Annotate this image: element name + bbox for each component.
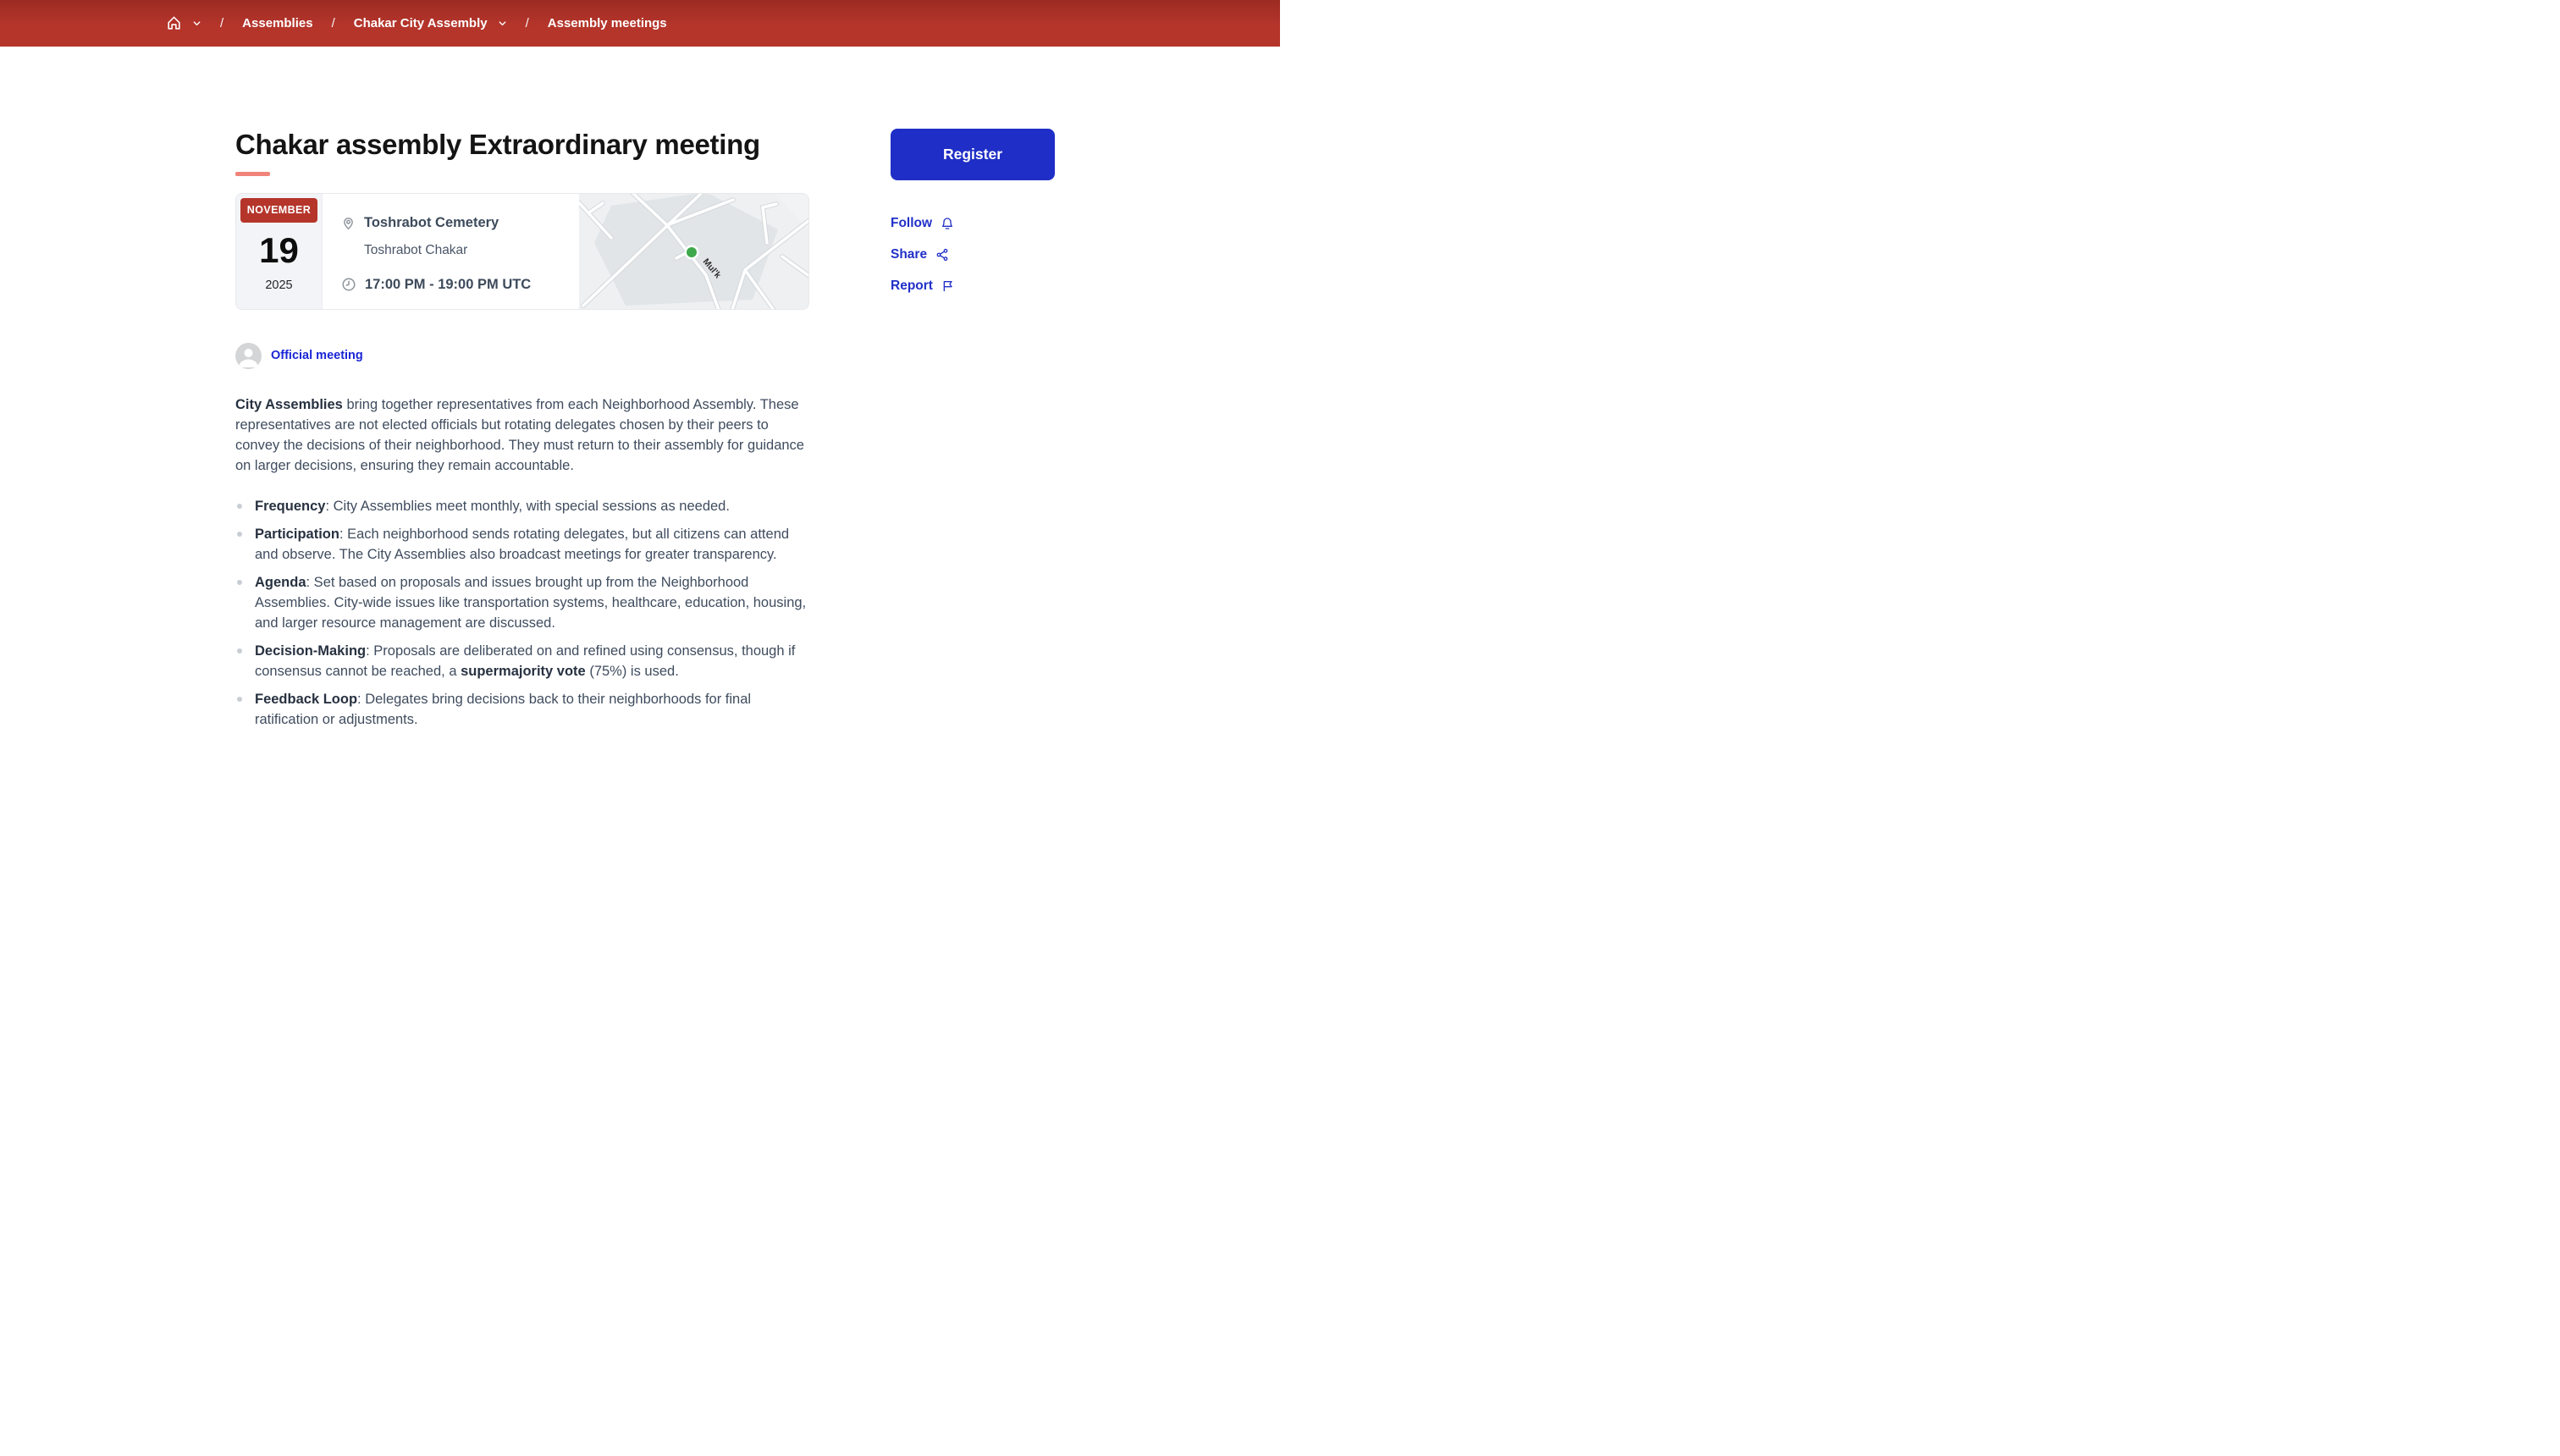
title-accent-bar (235, 172, 270, 176)
event-date-block (236, 194, 323, 309)
page-title: Chakar assembly Extraordinary meeting (235, 129, 760, 160)
breadcrumb-assembly-meetings[interactable]: Assembly meetings (547, 16, 667, 30)
author-row (235, 343, 809, 369)
home-link[interactable] (166, 15, 182, 31)
follow-button[interactable] (891, 216, 1060, 231)
map-pin-icon (341, 215, 356, 235)
event-location-address: Toshrabot Chakar (364, 242, 468, 257)
map-road-label: Mul'k (700, 256, 723, 280)
sidebar-actions (891, 216, 1060, 294)
event-time-row (341, 277, 579, 296)
map-marker (687, 247, 697, 257)
share-label: Share (891, 247, 928, 262)
event-year: 2025 (265, 278, 293, 292)
chevron-down-icon (498, 19, 507, 28)
bell-icon (941, 217, 954, 230)
event-month-badge: NOVEMBER (240, 198, 317, 223)
assembly-dropdown-toggle[interactable] (498, 19, 507, 28)
home-icon (166, 15, 182, 31)
report-button[interactable] (891, 279, 1060, 294)
description-text: bring together representatives from each Neighborhood Assembly. These representatives are not elected officials but rotating delegates chosen by their peers to convey the decisions of their neighborhood. They must return to their assembly for guidance on larger decisions, ensuring they remain accountable. (235, 396, 804, 473)
top-navigation-bar (0, 0, 1280, 47)
list-item: Decision-Making: Proposals are deliberated on and refined using consensus, though if consensus cannot be reached, a supermajority vote (75%) is used. (235, 641, 809, 681)
breadcrumb-chakar-city-assembly[interactable]: Chakar City Assembly (353, 16, 488, 30)
event-time: 17:00 PM - 19:00 PM UTC (365, 276, 532, 292)
share-button[interactable] (891, 247, 1060, 262)
breadcrumb (166, 15, 667, 31)
page-content (0, 47, 1280, 737)
event-day: 19 (259, 229, 299, 270)
clock-icon (341, 277, 356, 296)
breadcrumb-separator: / (331, 16, 335, 30)
event-location-name: Toshrabot Cemetery (364, 214, 499, 230)
list-item: Agenda: Set based on proposals and issues brought up from the Neighborhood Assemblies. City-wide issues like transportation systems, healthcare, education, housing, and larger resource management are discussed. (235, 572, 809, 633)
home-dropdown-toggle[interactable] (192, 19, 201, 28)
list-item: Frequency: City Assemblies meet monthly, with special sessions as needed. (235, 496, 809, 516)
meeting-details-card (235, 193, 809, 310)
list-item: Feedback Loop: Delegates bring decisions back to their neighborhoods for final ratification or adjustments. (235, 689, 809, 730)
description-paragraph (235, 394, 809, 476)
flag-icon (941, 279, 955, 293)
breadcrumb-separator: / (220, 16, 224, 30)
breadcrumb-separator: / (525, 16, 529, 30)
avatar (235, 343, 262, 369)
breadcrumb-assemblies[interactable]: Assemblies (242, 16, 313, 30)
event-info (323, 194, 579, 309)
event-location-row (341, 215, 579, 235)
location-map[interactable] (579, 194, 808, 309)
chevron-down-icon (192, 19, 201, 28)
description-lead: City Assemblies (235, 396, 343, 412)
register-button[interactable]: Register (891, 129, 1055, 180)
description-list (235, 496, 809, 730)
sidebar (891, 47, 1060, 737)
share-nodes-icon (935, 248, 949, 262)
follow-label: Follow (891, 216, 933, 230)
report-label: Report (891, 279, 933, 293)
official-meeting-link[interactable]: Official meeting (271, 349, 363, 363)
main-column (235, 47, 809, 737)
list-item: Participation: Each neighborhood sends rotating delegates, but all citizens can attend and observe. The City Assemblies also broadcast meetings for greater transparency. (235, 524, 809, 565)
